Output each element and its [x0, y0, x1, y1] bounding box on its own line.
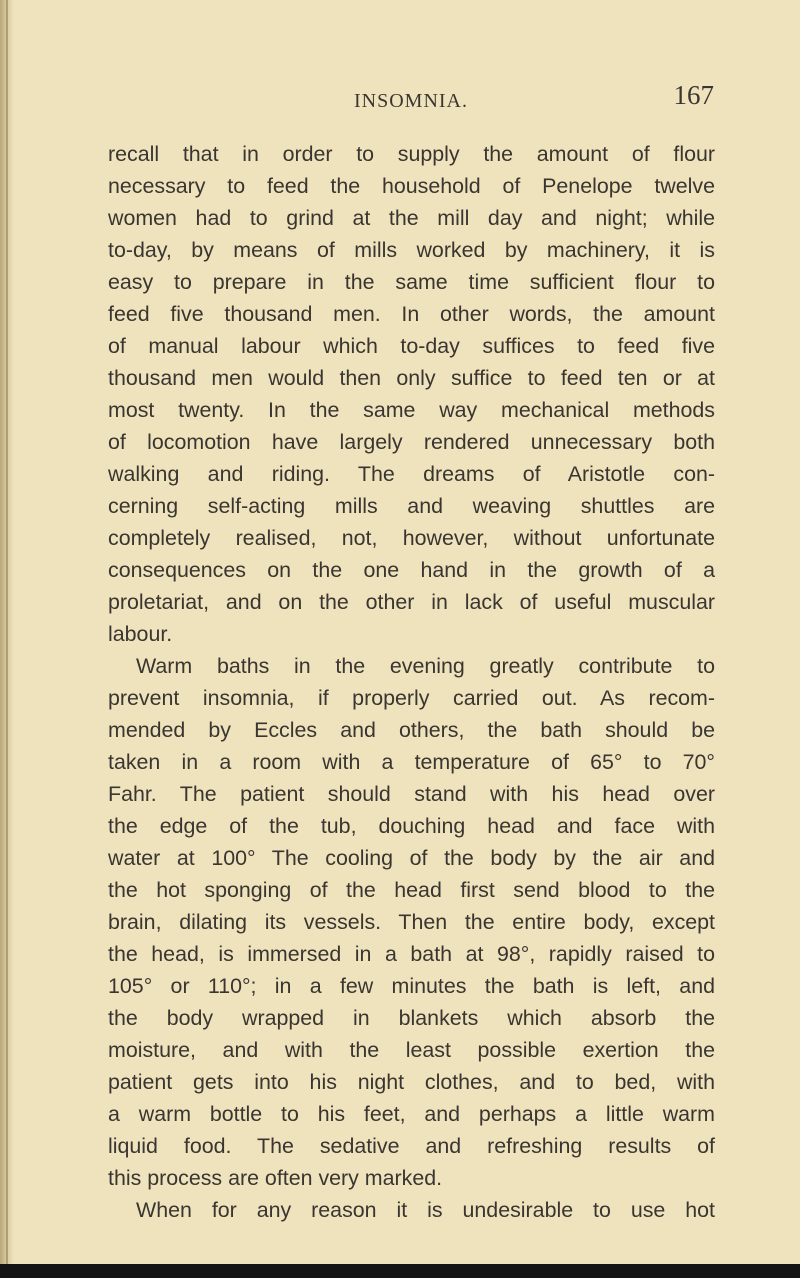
text-line: most twenty. In the same way mechanical methods — [108, 398, 715, 422]
text-line: thousand men would then only suffice to feed ten or at — [108, 366, 715, 390]
text-line: patient gets into his night clothes, and to bed, with — [108, 1070, 715, 1094]
text-line: the body wrapped in blankets which absorb the — [108, 1006, 715, 1030]
text-line: completely realised, not, however, without unfortunate — [108, 526, 715, 550]
text-line: mended by Eccles and others, the bath should be — [108, 718, 715, 742]
text-line: prevent insomnia, if properly carried out. As recom- — [108, 686, 715, 710]
text-line: feed five thousand men. In other words, the amount — [108, 302, 715, 326]
text-line: a warm bottle to his feet, and perhaps a little warm — [108, 1102, 715, 1126]
text-line: water at 100° The cooling of the body by the air and — [108, 846, 715, 870]
text-line: cerning self-acting mills and weaving shuttles are — [108, 494, 715, 518]
text-line: taken in a room with a temperature of 65° to 70° — [108, 750, 715, 774]
binding-edge-line — [6, 0, 8, 1278]
text-line: labour. — [108, 622, 173, 646]
text-line: moisture, and with the least possible exertion the — [108, 1038, 715, 1062]
text-line: walking and riding. The dreams of Aristotle con- — [108, 462, 715, 486]
text-line: consequences on the one hand in the growth of a — [108, 558, 715, 582]
text-line: brain, dilating its vessels. Then the entire body, except — [108, 910, 715, 934]
text-line: of manual labour which to-day suffices to feed five — [108, 334, 715, 358]
text-line: women had to grind at the mill day and night; while — [108, 206, 715, 230]
text-line: the hot sponging of the head first send blood to the — [108, 878, 715, 902]
text-line: to-day, by means of mills worked by machinery, it is — [108, 238, 715, 262]
text-line: liquid food. The sedative and refreshing results of — [108, 1134, 715, 1158]
text-line: Fahr. The patient should stand with his head over — [108, 782, 715, 806]
text-line: the edge of the tub, douching head and face with — [108, 814, 715, 838]
text-line: recall that in order to supply the amount of flour — [108, 142, 715, 166]
running-head: INSOMNIA. — [354, 90, 468, 112]
page-header — [108, 80, 714, 120]
page-number: 167 — [673, 80, 714, 110]
text-line: this process are often very marked. — [108, 1166, 443, 1190]
text-line: proletariat, and on the other in lack of useful muscular — [108, 590, 715, 614]
text-line: necessary to feed the household of Penelope twelve — [108, 174, 715, 198]
text-line: easy to prepare in the same time sufficient flour to — [108, 270, 715, 294]
text-line: of locomotion have largely rendered unnecessary both — [108, 430, 715, 454]
scan-bottom-edge — [0, 1264, 800, 1278]
text-line: the head, is immersed in a bath at 98°, rapidly raised to — [108, 942, 715, 966]
text-line: 105° or 110°; in a few minutes the bath is left, and — [108, 974, 715, 998]
text-line: Warm baths in the evening greatly contribute to — [136, 654, 715, 678]
text-line: When for any reason it is undesirable to use hot — [136, 1198, 715, 1222]
body-text — [108, 138, 715, 1226]
